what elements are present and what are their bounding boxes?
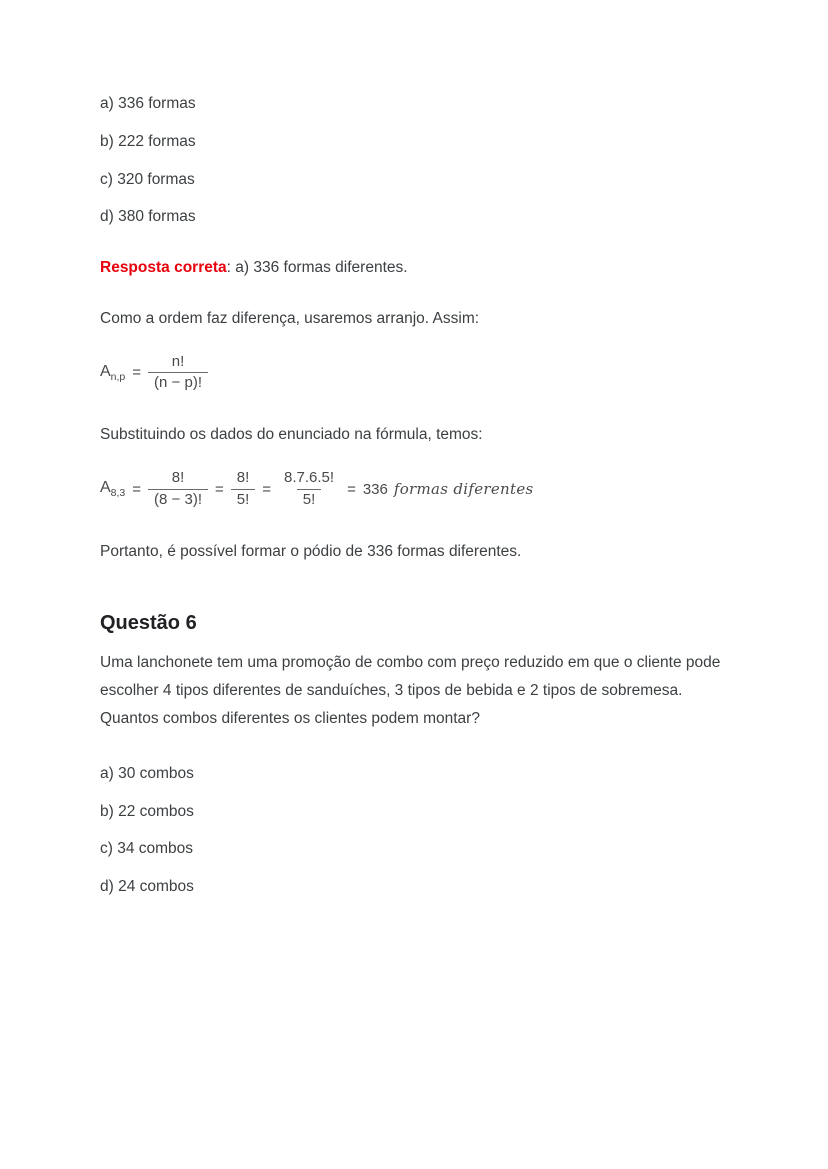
formula-applied-denominator-2: 5!	[231, 489, 256, 510]
formula-applied-numerator-1: 8!	[171, 469, 185, 487]
question5-options	[100, 96, 730, 226]
formula-applied-equals-2: =	[214, 480, 224, 498]
formula-applied-denominator-1: (8 − 3)!	[148, 489, 208, 510]
formula-applied-result-tail: formas diferentes	[393, 480, 534, 499]
q6-option-c: c) 34 combos	[100, 840, 194, 858]
q6-option-b: b) 22 combos	[100, 802, 194, 820]
formula-applied-equals-4: =	[347, 480, 356, 498]
conclusion-paragraph: Portanto, é possível formar o pódio de 336 formas diferentes.	[100, 542, 522, 560]
formula-applied-equals-1: =	[132, 480, 142, 498]
formula-general-denominator: (n − p)!	[148, 372, 208, 393]
q6-option-d: d) 24 combos	[100, 878, 194, 896]
formula-applied-lhs: $A_{8,3}$	[100, 479, 126, 500]
formula-applied-equals-3: =	[262, 480, 272, 498]
formula-general-fraction	[148, 353, 208, 394]
correct-answer-line	[100, 259, 730, 277]
option-d: d) 380 formas	[100, 208, 196, 226]
document-content	[100, 96, 730, 917]
option-c: c) 320 formas	[100, 170, 195, 188]
formula-applied-fraction-2	[231, 469, 256, 510]
formula-general	[100, 353, 730, 394]
formula-general-lhs: $A_{n,p}$	[100, 362, 126, 383]
correct-answer-label: Resposta correta	[100, 258, 227, 276]
question6-options	[100, 766, 730, 896]
question6-statement: Uma lanchonete tem uma promoção de combo com preço reduzido em que o cliente pode escolher 4 tipos diferentes de sanduíches, 3 tipos de bebida e 2 tipos de sobremesa. Quantos combos diferentes os clientes podem montar?	[100, 653, 721, 728]
q6-option-a: a) 30 combos	[100, 764, 194, 782]
formula-applied-result: 336	[362, 480, 388, 498]
correct-answer-text: : a) 336 formas diferentes.	[226, 258, 408, 276]
formula-applied-denominator-3: 5!	[297, 489, 322, 510]
formula-applied-numerator-2: 8!	[236, 469, 250, 487]
formula-applied	[100, 469, 730, 510]
formula-applied-numerator-3: 8.7.6.5!	[284, 469, 335, 487]
formula-general-numerator: n!	[171, 352, 185, 370]
option-a: a) 336 formas	[100, 95, 196, 112]
formula-applied-fraction-3	[278, 469, 340, 510]
option-b: b) 222 formas	[100, 132, 196, 150]
formula-applied-fraction-1	[148, 469, 208, 510]
question6-title: Questão 6	[100, 611, 197, 634]
explanation-paragraph-1: Como a ordem faz diferença, usaremos arranjo. Assim:	[100, 309, 480, 327]
explanation-paragraph-2: Substituindo os dados do enunciado na fórmula, temos:	[100, 426, 483, 444]
formula-general-equals: =	[132, 364, 142, 382]
